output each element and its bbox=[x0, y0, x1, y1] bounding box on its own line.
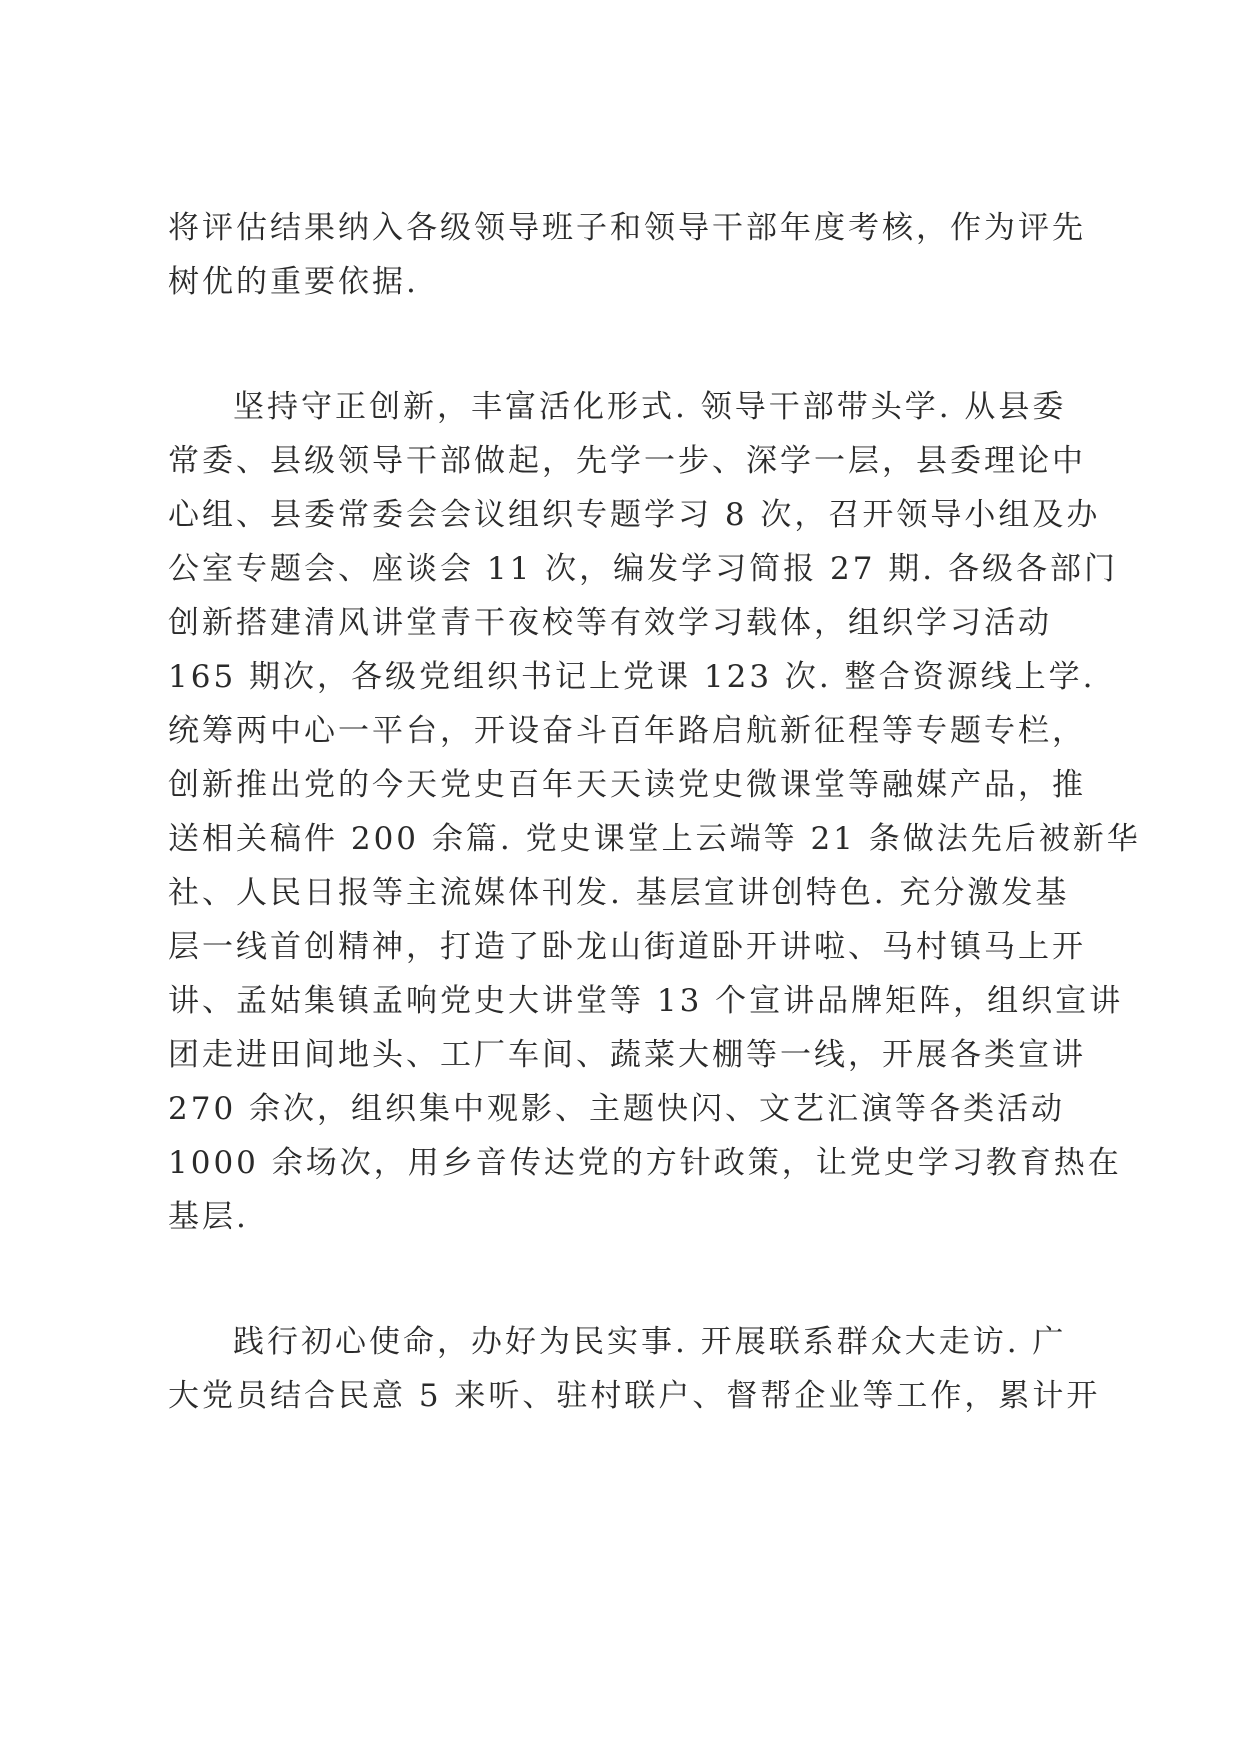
text-line: 社、人民日报等主流媒体刊发. 基层宣讲创特色. 充分激发基 bbox=[168, 875, 1070, 911]
text-line: 团走进田间地头、工厂车间、蔬菜大棚等一线，开展各类宣讲 bbox=[168, 1037, 1086, 1073]
text-line: 层一线首创精神，打造了卧龙山街道卧开讲啦、马村镇马上开 bbox=[168, 929, 1086, 965]
text-line: 送相关稿件 200 余篇. 党史课堂上云端等 21 条做法先后被新华 bbox=[168, 821, 1141, 857]
text-line: 大党员结合民意 5 来听、驻村联户、督帮企业等工作，累计开 bbox=[168, 1378, 1101, 1414]
text-line: 公室专题会、座谈会 11 次，编发学习简报 27 期. 各级各部门 bbox=[168, 551, 1119, 587]
text-line: 心组、县委常委会会议组织专题学习 8 次，召开领导小组及办 bbox=[168, 497, 1101, 533]
text-line: 创新搭建清风讲堂青干夜校等有效学习载体，组织学习活动 bbox=[168, 605, 1052, 641]
text-line: 1000 余场次，用乡音传达党的方针政策，让党史学习教育热在 bbox=[168, 1145, 1122, 1181]
text-line: 创新推出党的今天党史百年天天读党史微课堂等融媒产品，推 bbox=[168, 767, 1086, 803]
paragraph-first-line: 践行初心使命，办好为民实事. 开展联系群众大走访. 广 bbox=[233, 1324, 1067, 1360]
text-line: 统筹两中心一平台，开设奋斗百年路启航新征程等专题专栏， bbox=[168, 713, 1086, 749]
text-line: 165 期次，各级党组织书记上党课 123 次. 整合资源线上学. bbox=[168, 659, 1096, 695]
text-line: 常委、县级领导干部做起，先学一步、深学一层，县委理论中 bbox=[168, 443, 1086, 479]
text-line: 270 余次，组织集中观影、主题快闪、文艺汇演等各类活动 bbox=[168, 1091, 1066, 1127]
text-line: 基层. bbox=[168, 1199, 249, 1235]
text-line: 讲、孟姑集镇孟响党史大讲堂等 13 个宣讲品牌矩阵，组织宣讲 bbox=[168, 983, 1124, 1019]
text-line: 树优的重要依据. bbox=[168, 264, 419, 300]
paragraph-first-line: 坚持守正创新，丰富活化形式. 领导干部带头学. 从县委 bbox=[233, 389, 1067, 425]
text-line: 将评估结果纳入各级领导班子和领导干部年度考核，作为评先 bbox=[168, 210, 1086, 246]
